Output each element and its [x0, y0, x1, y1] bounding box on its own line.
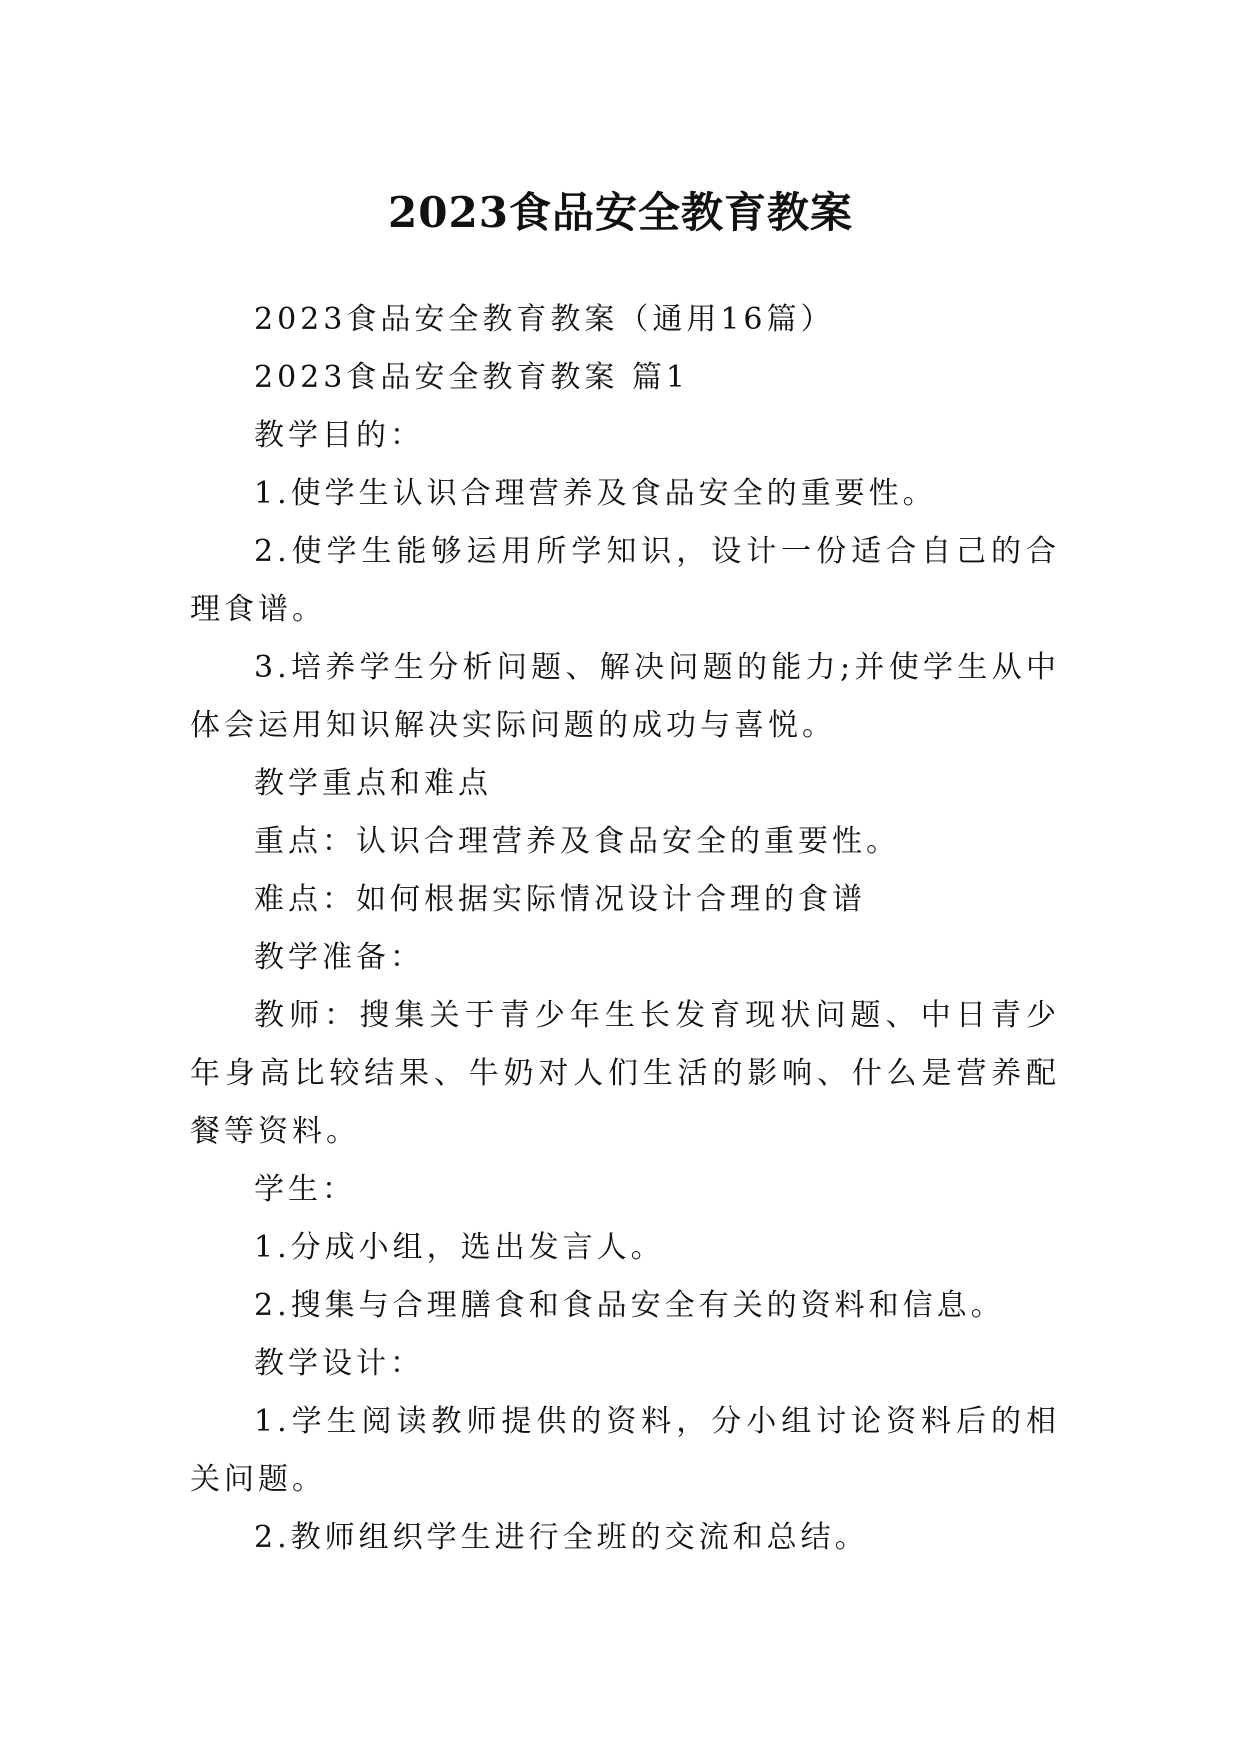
paragraph-design-heading: 教学设计：: [254, 1346, 424, 1381]
paragraph-goal-2: 2.使学生能够运用所学知识，设计一份适合自己的合理食谱。: [190, 534, 1060, 627]
paragraph-design-step-2: 2.教师组织学生进行全班的交流和总结。: [254, 1520, 869, 1555]
paragraph-teacher-preparation: 教师：搜集关于青少年生长发育现状问题、中日青少年身高比较结果、牛奶对人们生活的影响、什么是营养配餐等资料。: [190, 998, 1060, 1149]
paragraph-section-heading: 2023食品安全教育教案 篇1: [254, 360, 689, 395]
paragraph-key-points-heading: 教学重点和难点: [254, 766, 492, 801]
paragraph-design-step-1: 1.学生阅读教师提供的资料，分小组讨论资料后的相关问题。: [190, 1404, 1060, 1497]
paragraph-goal-3: 3.培养学生分析问题、解决问题的能力;并使学生从中体会运用知识解决实际问题的成功与喜悦。: [190, 650, 1060, 743]
paragraph-difficult-point: 难点：如何根据实际情况设计合理的食谱: [254, 882, 866, 917]
document-title: 2023食品安全教育教案: [388, 188, 853, 238]
document-body: [190, 291, 1060, 1567]
paragraph-key-point: 重点：认识合理营养及食品安全的重要性。: [254, 824, 900, 859]
paragraph-student-step-1: 1.分成小组，选出发言人。: [254, 1230, 665, 1265]
paragraph-subtitle: 2023食品安全教育教案（通用16篇）: [254, 302, 835, 337]
paragraph-preparation-heading: 教学准备：: [254, 940, 424, 975]
paragraph-student-heading: 学生：: [254, 1172, 356, 1207]
paragraph-student-step-2: 2.搜集与合理膳食和食品安全有关的资料和信息。: [254, 1288, 1005, 1323]
paragraph-teaching-goal-heading: 教学目的：: [254, 418, 424, 453]
paragraph-goal-1: 1.使学生认识合理营养及食品安全的重要性。: [254, 476, 937, 511]
